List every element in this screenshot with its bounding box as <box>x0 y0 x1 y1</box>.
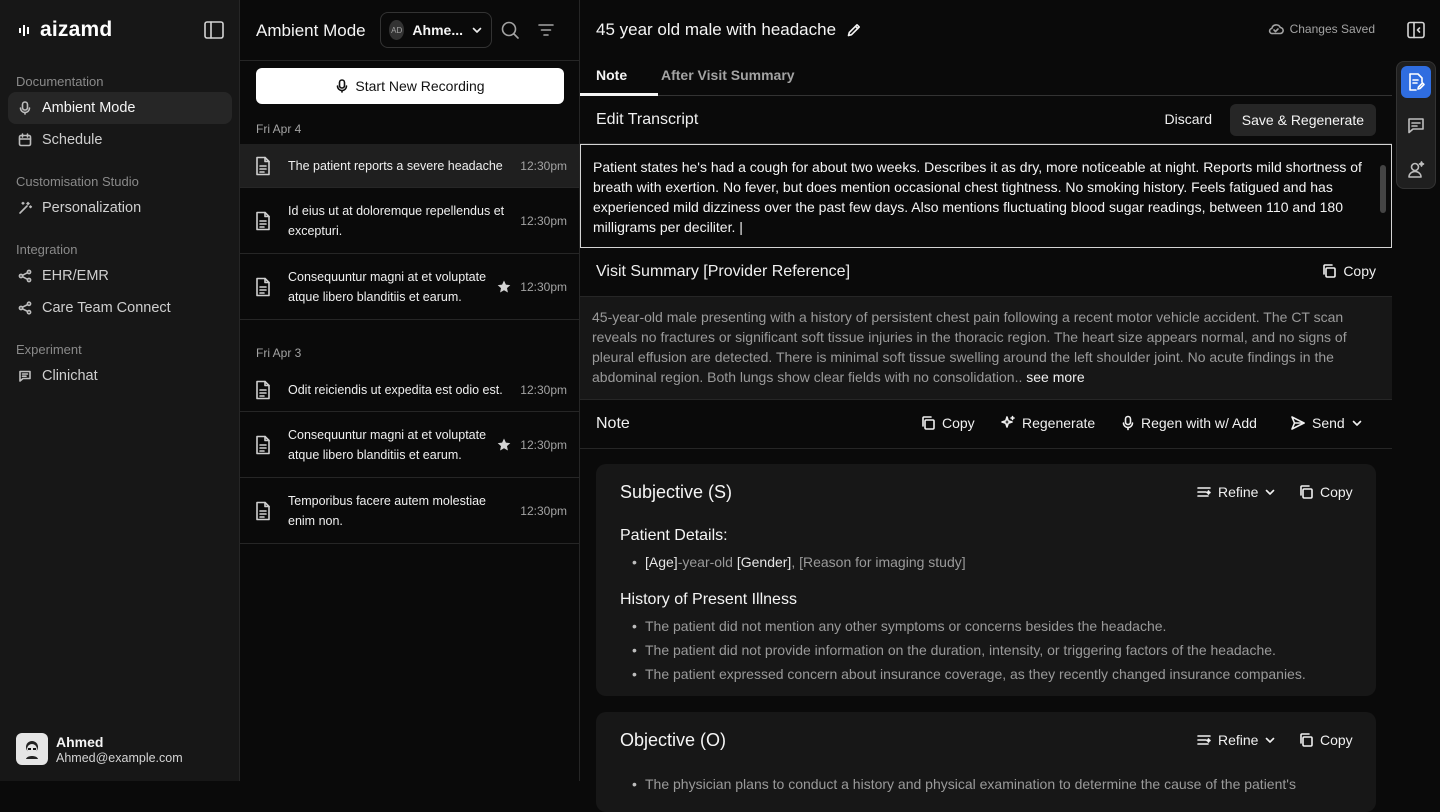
ai-assistant-icon <box>1406 160 1426 180</box>
visit-summary-copy-button[interactable] <box>1321 263 1376 279</box>
start-new-recording-button[interactable] <box>256 68 564 104</box>
date-group-label: Fri Apr 3 <box>256 346 302 360</box>
chevron-down-icon <box>471 24 483 36</box>
logo-wave-icon <box>18 23 36 37</box>
message-icon <box>1406 116 1426 136</box>
list-item: • The patient expressed concern about insurance coverage, as they recently changed insurance companies. <box>632 662 1306 686</box>
list-item: • The physician plans to conduct a history and physical examination to determine the cause of the patient's <box>632 772 1296 796</box>
copy-icon <box>1321 263 1337 279</box>
sparkle-icon <box>1000 415 1016 431</box>
tab-note[interactable]: Note <box>596 67 628 83</box>
sidebar <box>0 0 240 781</box>
sidebar-item-schedule[interactable] <box>8 124 232 156</box>
save-regenerate-button[interactable]: Save & Regenerate <box>1230 104 1376 136</box>
copy-label: Copy <box>1343 263 1376 279</box>
card-copy-button[interactable] <box>1298 484 1353 500</box>
start-new-recording-label: Start New Recording <box>355 78 485 94</box>
refine-button[interactable] <box>1196 484 1276 500</box>
list-item: • The patient did not provide information on the duration, intensity, or triggering factors of the headache. <box>632 638 1306 662</box>
user-name: Ahmed <box>56 733 104 750</box>
search-icon <box>500 20 520 40</box>
search-button[interactable] <box>500 20 520 40</box>
refine-label: Refine <box>1218 484 1259 500</box>
chevron-down-icon <box>1264 734 1276 746</box>
sidebar-item-ehr-emr[interactable] <box>8 260 232 292</box>
provider-initials: AD <box>389 20 404 40</box>
share-icon <box>18 301 32 315</box>
list-item <box>632 550 966 574</box>
visit-summary-text <box>580 297 1392 400</box>
soap-card-objective <box>596 712 1376 812</box>
list-item: • The patient did not mention any other symptoms or concerns besides the headache. <box>632 614 1306 638</box>
pencil-icon[interactable] <box>846 22 862 38</box>
copy-icon <box>1298 732 1314 748</box>
mic-icon <box>1121 415 1135 431</box>
note-header <box>580 400 1392 449</box>
note-tool-button[interactable] <box>1401 66 1431 98</box>
chevron-down-icon <box>1264 486 1276 498</box>
chat-tool-button[interactable] <box>1401 110 1431 142</box>
save-status-text: Changes Saved <box>1289 22 1375 36</box>
cloud-check-icon <box>1268 22 1284 36</box>
visit-summary-title: Visit Summary [Provider Reference] <box>596 263 851 280</box>
copy-icon <box>920 415 936 431</box>
card-copy-button[interactable] <box>1298 732 1353 748</box>
regenerate-button[interactable] <box>1000 415 1095 431</box>
recording-time: 12:30pm <box>520 503 567 518</box>
gender-placeholder: [Gender] <box>736 554 792 570</box>
recording-row[interactable] <box>240 144 579 188</box>
document-edit-icon <box>1406 72 1426 92</box>
section-label-experiment: Experiment <box>16 342 82 357</box>
send-label: Send <box>1312 415 1345 431</box>
age-placeholder: [Age] <box>645 554 678 570</box>
objective-list <box>632 772 1296 796</box>
card-title: Objective (O) <box>620 730 727 750</box>
section-label-customisation: Customisation Studio <box>16 174 139 189</box>
note-copy-button[interactable] <box>920 415 975 431</box>
card-title: Subjective (S) <box>620 482 733 502</box>
tab-bar <box>580 60 1392 96</box>
main-content <box>580 0 1392 792</box>
transcript-scrollbar[interactable] <box>1380 165 1386 213</box>
provider-name: Ahme... <box>412 22 463 38</box>
note-title: Note <box>596 415 630 432</box>
save-status <box>1268 22 1375 36</box>
see-more-link[interactable]: see more <box>1026 369 1085 385</box>
chat-icon <box>18 369 32 383</box>
recording-time: 12:30pm <box>520 437 567 452</box>
document-icon <box>254 277 272 297</box>
sidebar-item-ambient-mode[interactable] <box>8 92 232 124</box>
section-label-integration: Integration <box>16 242 78 257</box>
recording-time: 12:30pm <box>520 158 567 173</box>
mic-icon <box>335 79 349 93</box>
sidebar-item-label: Ambient Mode <box>42 100 136 116</box>
star-icon[interactable] <box>496 279 512 295</box>
user-profile[interactable] <box>16 733 183 765</box>
recording-time: 12:30pm <box>520 382 567 397</box>
patient-details-heading: Patient Details: <box>620 527 728 544</box>
transcript-title: Edit Transcript <box>596 111 699 128</box>
recording-row[interactable] <box>240 368 579 412</box>
send-icon <box>1290 415 1306 431</box>
chevron-down-icon <box>1351 417 1363 429</box>
age-suffix: -year-old <box>677 554 733 570</box>
recording-row[interactable] <box>240 188 579 254</box>
recording-title: Id eius ut at doloremque repellendus et excepturi. <box>288 203 505 238</box>
patient-details-list <box>632 550 966 574</box>
sidebar-item-label: Schedule <box>42 132 103 148</box>
regenerate-label: Regenerate <box>1022 415 1096 431</box>
refine-text-icon <box>1196 732 1212 748</box>
logo-text: aizamd <box>40 18 113 41</box>
sidebar-item-care-team-connect[interactable] <box>8 292 232 324</box>
sidebar-item-label: Personalization <box>42 200 142 216</box>
tab-after-visit-summary[interactable]: After Visit Summary <box>661 67 795 83</box>
user-email: Ahmed@example.com <box>56 750 183 765</box>
star-icon[interactable] <box>496 437 512 453</box>
regen-with-add-button[interactable] <box>1121 415 1257 431</box>
document-icon <box>254 211 272 231</box>
sidebar-item-clinichat[interactable] <box>8 360 232 392</box>
panel-left-icon <box>203 20 225 40</box>
discard-button[interactable]: Discard <box>1164 111 1212 127</box>
copy-label: Copy <box>1320 484 1353 500</box>
reason-placeholder: , [Reason for imaging study] <box>791 554 966 570</box>
user-avatar-icon <box>20 737 44 761</box>
recording-row[interactable] <box>240 412 579 478</box>
recording-title: Temporibus facere autem molestiae enim non. <box>288 493 487 528</box>
copy-label: Copy <box>1320 732 1353 748</box>
calendar-icon <box>18 133 32 147</box>
right-rail <box>1392 0 1440 781</box>
transcript-editor[interactable] <box>580 144 1392 248</box>
list-title: Ambient Mode <box>256 21 366 40</box>
refine-text-icon <box>1196 484 1212 500</box>
hpi-list <box>632 614 1306 686</box>
recording-time: 12:30pm <box>520 279 567 294</box>
sidebar-toggle-button[interactable] <box>203 20 225 40</box>
recording-title: Consequuntur magni at et voluptate atque libero blanditiis et earum. <box>288 427 487 462</box>
document-icon <box>254 435 272 455</box>
mic-icon <box>18 101 32 115</box>
hpi-heading: History of Present Illness <box>620 591 797 608</box>
assistant-tool-button[interactable] <box>1401 154 1431 186</box>
refine-button[interactable] <box>1196 732 1276 748</box>
wand-icon <box>18 201 32 215</box>
refine-label: Refine <box>1218 732 1259 748</box>
visit-summary-header <box>580 248 1392 297</box>
avatar <box>16 733 48 765</box>
transcript-text: Patient states he's had a cough for about two weeks. Describes it as dry, more noticeable at night. Reports mild shortness of breath with exertion. No fever, but does mention occasional chest tightness. No smoking history. Feels fatigued and has experienced mild dizziness over the past few days. Also mentions fluctuating blood sugar readings, between 110 and 180 milligrams per deciliter. | <box>593 159 1362 235</box>
recording-time: 12:30pm <box>520 213 567 228</box>
sidebar-item-label: EHR/EMR <box>42 268 109 284</box>
sidebar-item-label: Clinichat <box>42 368 98 384</box>
sidebar-item-personalization[interactable] <box>8 192 232 224</box>
recordings-panel <box>240 0 580 781</box>
filter-icon <box>536 20 556 40</box>
visit-summary-body: 45-year-old male presenting with a history of persistent chest pain following a recent motor vehicle accident. The CT scan reveals no fractures or significant soft tissue injuries in the thoracic region. The heart size appears normal, and no signs of pleural effusion are detected. There is minimal soft tissue swelling around the left shoulder joint. No acute findings in the abdominal region. Both lungs show clear fields with no consolidation.. <box>592 309 1347 385</box>
panel-right-icon <box>1406 20 1426 40</box>
date-group-label: Fri Apr 4 <box>256 122 302 136</box>
document-icon <box>254 156 272 176</box>
recording-title: Odit reiciendis ut expedita est odio est. <box>288 382 503 397</box>
regen-with-add-label: Regen with w/ Add <box>1141 415 1257 431</box>
section-label-documentation: Documentation <box>16 74 104 89</box>
soap-card-subjective <box>596 464 1376 696</box>
toggle-right-panel-button[interactable] <box>1406 20 1426 40</box>
tool-switcher <box>1396 61 1436 189</box>
document-icon <box>254 380 272 400</box>
sidebar-item-label: Care Team Connect <box>42 300 171 316</box>
send-button[interactable] <box>1290 415 1363 431</box>
transcript-header <box>580 96 1392 144</box>
recording-row[interactable] <box>240 478 579 544</box>
copy-label: Copy <box>942 415 975 431</box>
provider-select[interactable] <box>380 12 492 48</box>
recording-row[interactable] <box>240 254 579 320</box>
recording-title: The patient reports a severe headache <box>288 158 503 173</box>
copy-icon <box>1298 484 1314 500</box>
page-title <box>596 20 862 40</box>
list-header <box>240 0 580 61</box>
filter-button[interactable] <box>536 20 556 40</box>
recording-title: Consequuntur magni at et voluptate atque libero blanditiis et earum. <box>288 269 487 304</box>
nodes-icon <box>18 269 32 283</box>
document-icon <box>254 501 272 521</box>
logo[interactable] <box>18 18 112 42</box>
page-title-text: 45 year old male with headache <box>596 20 837 39</box>
